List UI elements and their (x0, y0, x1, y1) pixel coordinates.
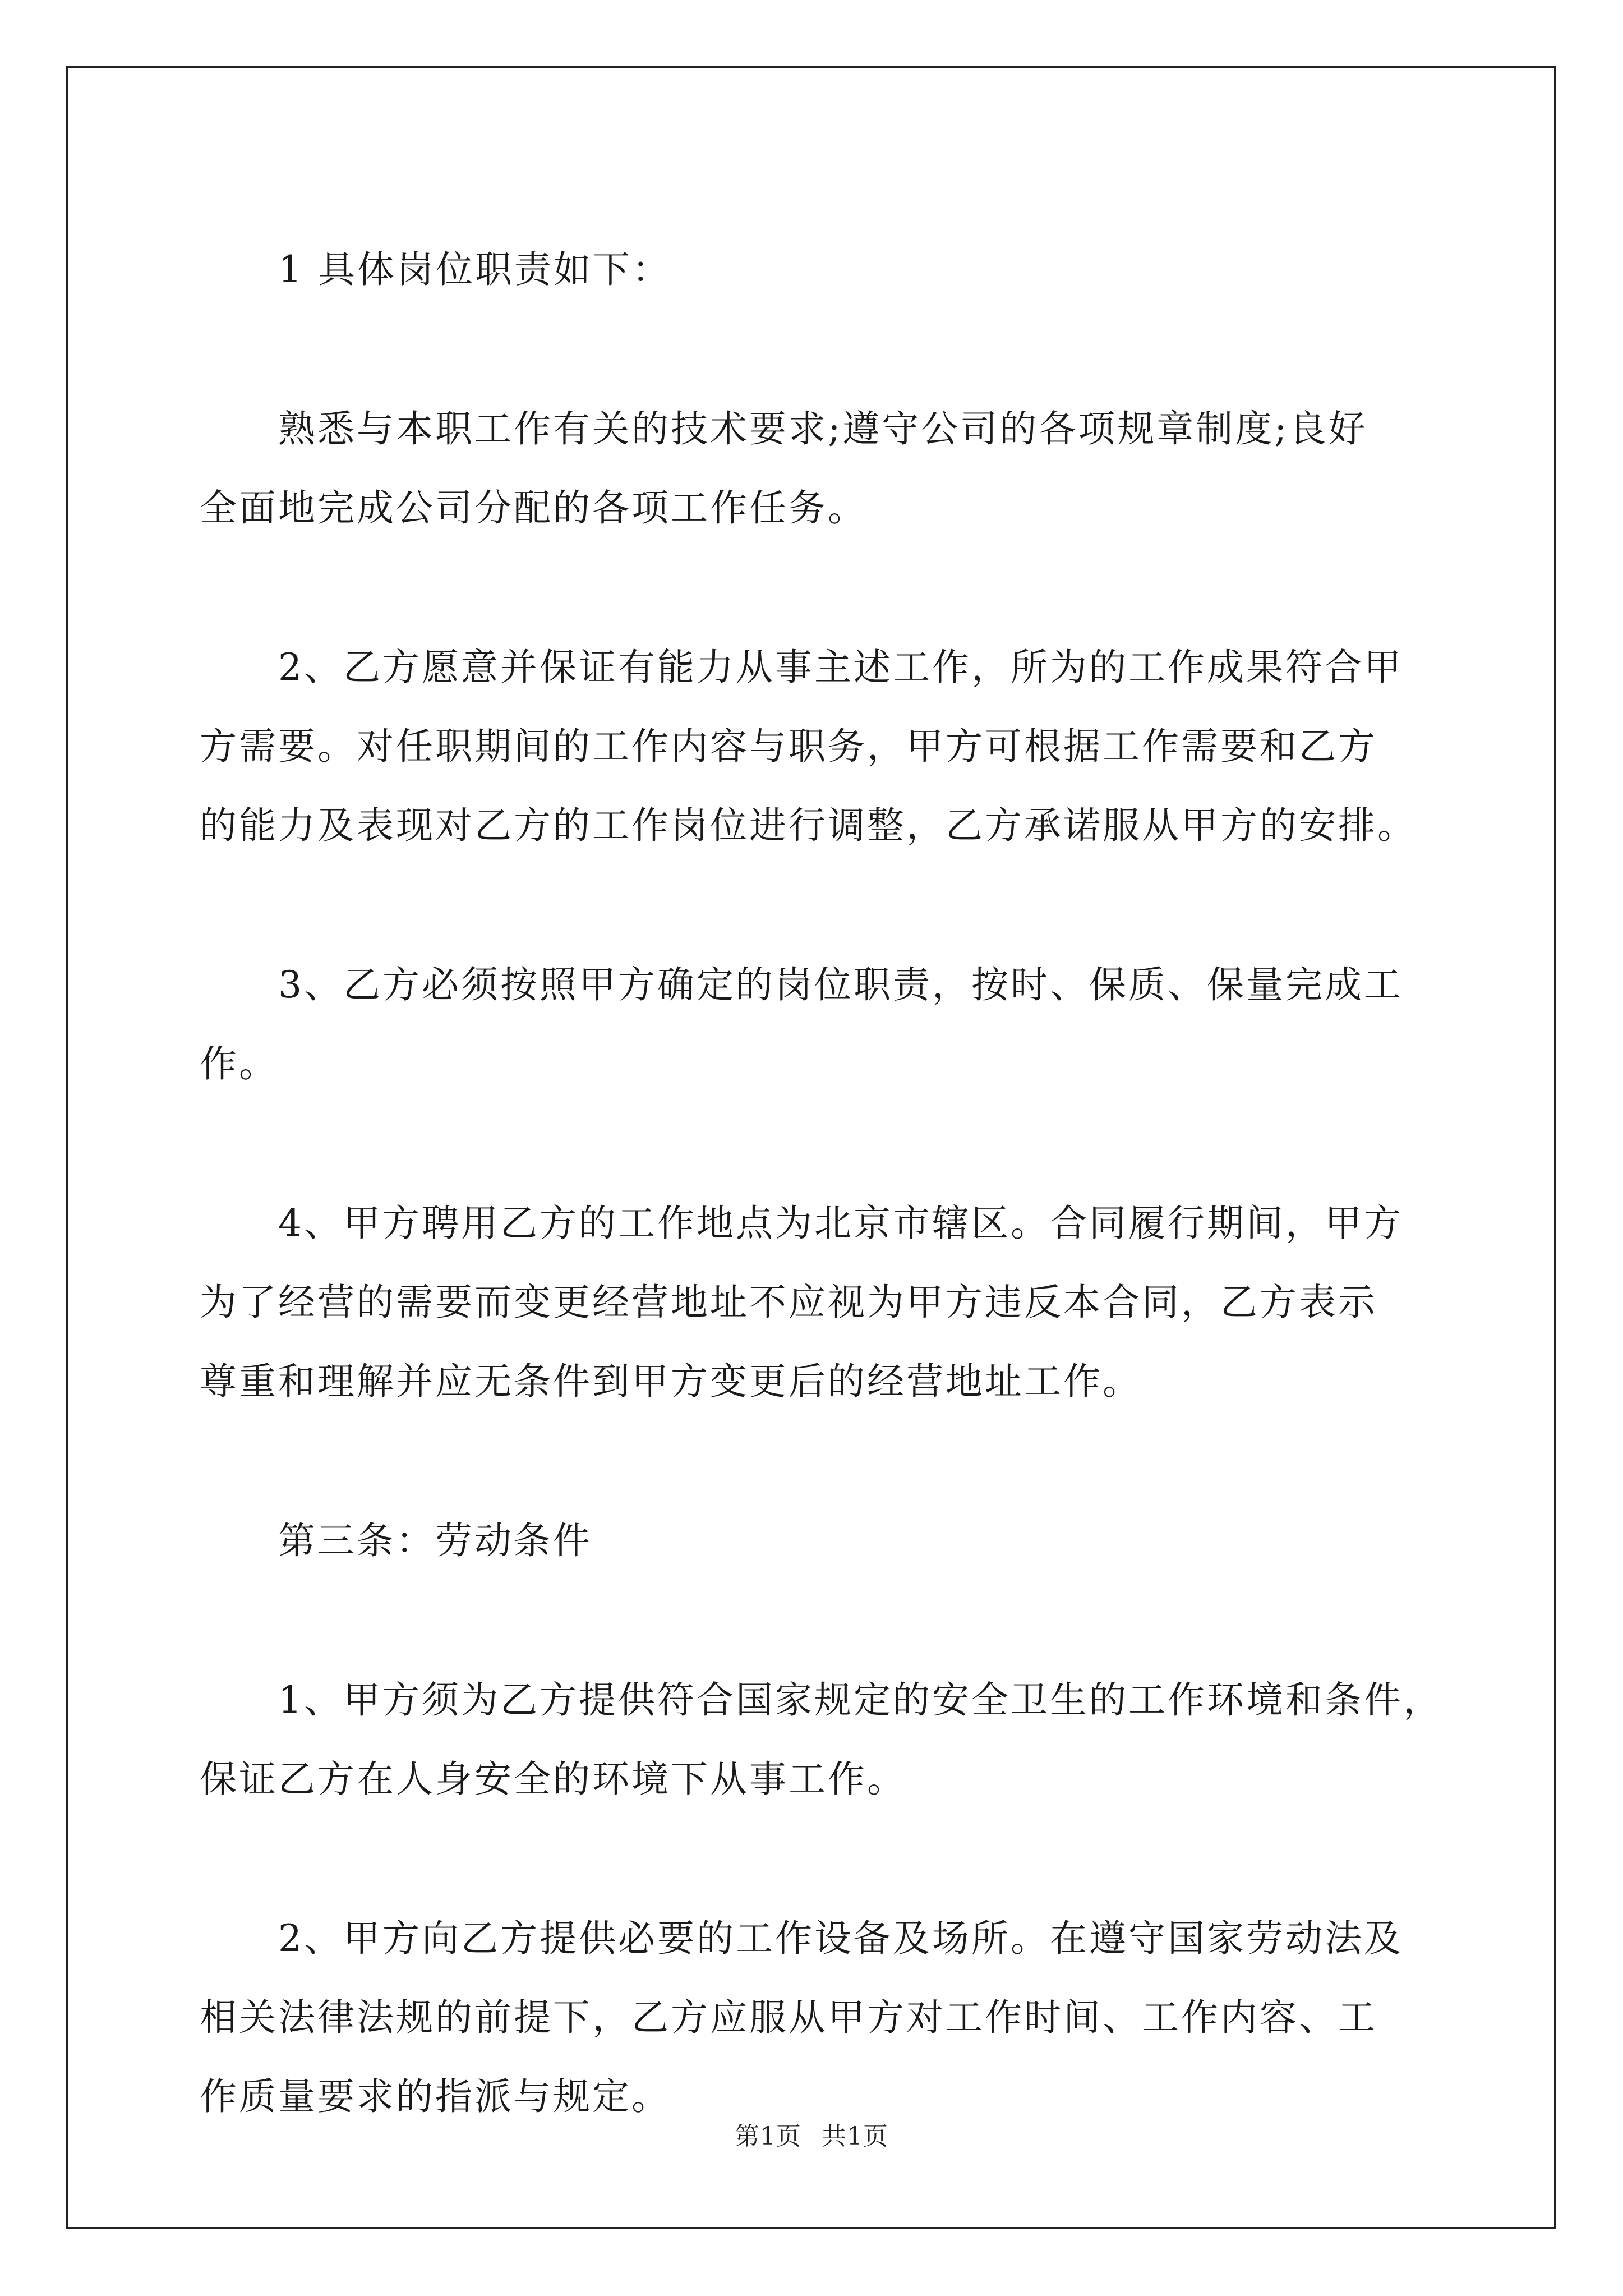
text-line: 1、甲方须为乙方提供符合国家规定的安全卫生的工作环境和条件， (278, 1678, 1442, 1722)
text-line: 3、乙方必须按照甲方确定的岗位职责，按时、保质、保量完成工 (278, 963, 1403, 1006)
text-line: 1 具体岗位职责如下： (278, 248, 671, 291)
paragraph-gap (200, 865, 1428, 945)
text-line: 的能力及表现对乙方的工作岗位进行调整，乙方承诺服从甲方的安排。 (200, 804, 1417, 847)
text-line: 作。 (200, 1042, 278, 1085)
paragraph-gap (200, 1580, 1428, 1660)
paragraph-gap (200, 1819, 1428, 1899)
paragraph-gap (200, 547, 1428, 628)
text-line: 保证乙方在人身安全的环境下从事工作。 (200, 1757, 906, 1801)
text-line: 相关法律法规的前提下，乙方应服从甲方对工作时间、工作内容、工 (200, 1996, 1377, 2039)
document-body (200, 230, 1442, 2136)
text-line: 为了经营的需要而变更经营地址不应视为甲方违反本合同，乙方表示 (200, 1281, 1377, 1324)
paragraph-gap (200, 309, 1428, 389)
page-footer (0, 2116, 1623, 2152)
text-line: 尊重和理解并应无条件到甲方变更后的经营地址工作。 (200, 1360, 1142, 1403)
text-line: 4、甲方聘用乙方的工作地点为北京市辖区。合同履行期间，甲方 (278, 1202, 1403, 1245)
paragraph-gap (200, 1421, 1428, 1501)
text-line: 方需要。对任职期间的工作内容与职务，甲方可根据工作需要和乙方 (200, 725, 1377, 768)
text-line: 作质量要求的指派与规定。 (200, 2075, 671, 2118)
text-line: 全面地完成公司分配的各项工作任务。 (200, 486, 867, 530)
paragraph-gap (200, 1103, 1428, 1184)
page-number: 第1页 (735, 2122, 801, 2151)
text-line: 熟悉与本职工作有关的技术要求;遵守公司的各项规章制度;良好 (278, 407, 1368, 450)
text-line: 2、甲方向乙方提供必要的工作设备及场所。在遵守国家劳动法及 (278, 1917, 1403, 1960)
text-line: 2、乙方愿意并保证有能力从事主述工作，所为的工作成果符合甲 (278, 646, 1403, 689)
page-total: 共1页 (822, 2122, 888, 2151)
text-line: 第三条：劳动条件 (278, 1519, 592, 1562)
